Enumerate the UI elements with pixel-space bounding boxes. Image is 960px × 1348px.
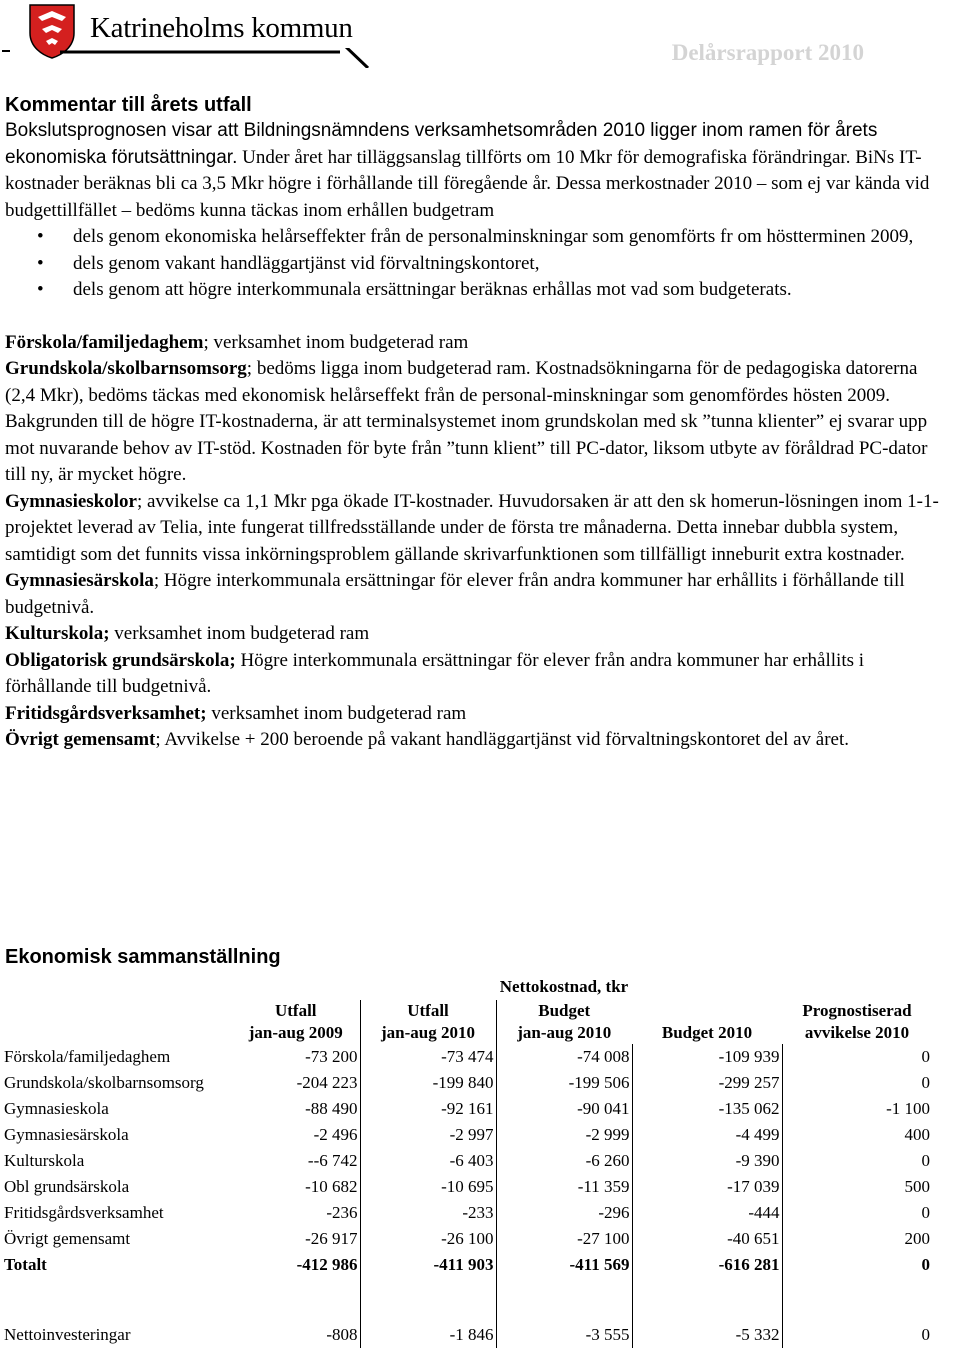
- cell: 0: [921, 1255, 930, 1274]
- cell: -5 332: [632, 1322, 782, 1348]
- cell: -1 846: [360, 1322, 496, 1348]
- summary-heading: Ekonomisk sammanställning: [5, 946, 281, 968]
- area-text: verksamhet inom budgeterad ram: [109, 623, 370, 644]
- cell: -73 474: [360, 1044, 496, 1070]
- area-name: Gymnasiesärskola: [5, 570, 154, 591]
- area-text: ; avvikelse ca 1,1 Mkr pga ökade IT-kostnader. Huvudorsaken är att den sk homerun-lösningen inom 1-1-projektet leverad av Telia, inte fungerat tillfredsställande under de första tre månaderna. Detta innebar dubbla system, samtidigt som det funnits vissa inkörningsproblem gällande skrivarfunktionen som tillfälligt inneburit extra kostnader.: [5, 490, 939, 565]
- table-row: [2, 1148, 932, 1174]
- cell: -17 039: [632, 1174, 782, 1200]
- area-name: Förskola/familjedaghem: [5, 331, 204, 353]
- row-label: Nettoinvesteringar: [4, 1325, 131, 1344]
- table-body: [2, 1044, 932, 1252]
- cell: -6 403: [360, 1148, 496, 1174]
- cell: -616 281: [632, 1252, 782, 1278]
- summary-table: [2, 974, 932, 1348]
- column-header: Utfall jan-aug 2010: [360, 1000, 496, 1044]
- cell: -4 499: [632, 1122, 782, 1148]
- area-text: verksamhet inom budgeterad ram: [206, 702, 467, 724]
- area-name: Grundskola/skolbarnsomsorg: [5, 358, 247, 379]
- cell: -73 200: [232, 1044, 360, 1070]
- table-row: [2, 1174, 932, 1200]
- cell: -3 555: [496, 1322, 632, 1348]
- area-text: ; bedöms ligga inom budgeterad ram. Kostnadsökningarna för de pedagogiska datorerna (2,4 Mkr), bedöms täckas med ekonomisk helårseffekt från de personal-minskningar som genomfördes hösten 2009. Bakgrunden till de högre IT-kostnaderna, är att terminalsystemet inom grundskolan med sk ”tunna klienter” ej svarar upp mot nuvarande behov av IT-stöd. Kostnaden för byte från ”tunn klient” till PC-dator, liksom utbyte av föråldrad PC-dator till ny, är mycket högre.: [5, 358, 928, 485]
- bullet-item: • dels genom ekonomiska helårseffekter från de personalminskningar som genomförts fr om höstterminen 2009,: [5, 224, 940, 251]
- cell: -236: [232, 1200, 360, 1226]
- cell: -808: [232, 1322, 360, 1348]
- cell: --6 742: [232, 1148, 360, 1174]
- table-row: [2, 1122, 932, 1148]
- area-text: ; verksamhet inom budgeterad ram: [203, 331, 469, 353]
- table-row: [2, 1070, 932, 1096]
- bullet-item: • dels genom vakant handläggartjänst vid förvaltningskontoret,: [5, 251, 940, 278]
- cell: -412 986: [232, 1252, 360, 1278]
- row-label: Gymnasieskola: [4, 1099, 109, 1118]
- comment-text: Under året har tilläggsanslag tillförts om 10 Mkr för demografiska förändringar. BiNs IT-kostnader beräknas bli ca 3,5 Mkr högre i förhållande till föregående år. Dessa merkostnader 2010 – som ej var kända vid budgettillfället – bedöms kunna täckas inom erhållen budgetram: [5, 146, 930, 221]
- report-body: [5, 92, 940, 754]
- cell: 0: [921, 1047, 930, 1066]
- cell: -26 100: [360, 1226, 496, 1252]
- cell: -9 390: [632, 1148, 782, 1174]
- row-label: Gymnasiesärskola: [4, 1125, 129, 1144]
- area-paragraph: [5, 568, 940, 621]
- row-label: Totalt: [4, 1255, 47, 1274]
- cell: 0: [921, 1073, 930, 1092]
- area-name: Gymnasieskolor: [5, 490, 137, 512]
- cell: -1 100: [886, 1099, 930, 1118]
- group-header: Nettokostnad, tkr: [499, 977, 629, 996]
- cell: -10 695: [360, 1174, 496, 1200]
- row-label: Övrigt gemensamt: [4, 1229, 131, 1248]
- cell: -6 260: [496, 1148, 632, 1174]
- area-paragraph: [5, 621, 940, 648]
- cell: -411 569: [496, 1252, 632, 1278]
- row-label: Förskola/familjedaghem: [4, 1047, 171, 1066]
- cell: -26 917: [232, 1226, 360, 1252]
- column-header: Prognostiserad avvikelse 2010: [802, 1001, 912, 1042]
- cell: -2 999: [496, 1122, 632, 1148]
- cell: 400: [904, 1125, 930, 1144]
- logo-swoosh: [0, 48, 370, 68]
- cell: -40 651: [632, 1226, 782, 1252]
- row-label: Grundskola/skolbarnsomsorg: [4, 1073, 204, 1092]
- area-text: Högre interkommunala ersättningar för elever från andra kommuner har erhållits i förhållande till budgetnivå.: [5, 649, 865, 697]
- cell: 0: [921, 1325, 930, 1344]
- cell: 0: [921, 1151, 930, 1170]
- org-name: Katrineholms kommun: [90, 12, 353, 44]
- area-text: ; Avvikelse + 200 beroende på vakant handläggartjänst vid förvaltningskontoret del av året.: [155, 729, 850, 750]
- cell: -109 939: [632, 1044, 782, 1070]
- area-name: Övrigt gemensamt: [5, 729, 156, 750]
- area-paragraph: [5, 648, 940, 701]
- cell: -90 041: [496, 1096, 632, 1122]
- table-row: [2, 1226, 932, 1252]
- table-investment-row: [2, 1322, 932, 1348]
- column-header: Utfall jan-aug 2009: [232, 1000, 360, 1044]
- cell: -199 840: [360, 1070, 496, 1096]
- table-group-header-row: [2, 974, 932, 1000]
- table-row: [2, 1096, 932, 1122]
- document-title: Delårsrapport 2010: [671, 40, 864, 65]
- cell: -2 496: [232, 1122, 360, 1148]
- cell: -11 359: [496, 1174, 632, 1200]
- cell: -411 903: [360, 1252, 496, 1278]
- cell: -199 506: [496, 1070, 632, 1096]
- cell: -10 682: [232, 1174, 360, 1200]
- table-row: [2, 1044, 932, 1070]
- column-header: Budget 2010: [661, 1023, 753, 1042]
- cell: -444: [632, 1200, 782, 1226]
- area-name: Kulturskola;: [5, 623, 110, 644]
- cell: -27 100: [496, 1226, 632, 1252]
- area-text: ; Högre interkommunala ersättningar för elever från andra kommuner har erhållits i förhållande till budgetnivå.: [5, 570, 905, 618]
- comment-paragraph: [5, 118, 940, 224]
- cell: -233: [360, 1200, 496, 1226]
- area-paragraph: [5, 489, 940, 569]
- area-name: Obligatorisk grundsärskola;: [5, 649, 236, 671]
- cell: -299 257: [632, 1070, 782, 1096]
- column-header: Budget jan-aug 2010: [517, 1001, 612, 1042]
- row-label: Kulturskola: [4, 1151, 85, 1170]
- cell: -74 008: [496, 1044, 632, 1070]
- comment-intro: Bokslutsprognosen visar att Bildningsnämndens verksamhetsområden 2010 ligger inom ramen för årets ekonomiska förutsättningar.: [5, 120, 878, 168]
- table-total-row: [2, 1252, 932, 1278]
- table-header-row: [2, 1000, 932, 1044]
- page-header: [0, 0, 960, 80]
- cell: 500: [904, 1177, 930, 1196]
- area-paragraph: [5, 727, 940, 754]
- area-name: Fritidsgårdsverksamhet;: [5, 702, 207, 724]
- cell: -92 161: [360, 1096, 496, 1122]
- comment-bullet-list: [5, 224, 940, 304]
- area-paragraph: [5, 701, 940, 728]
- cell: -135 062: [632, 1096, 782, 1122]
- cell: 0: [921, 1203, 930, 1222]
- area-paragraph: [5, 330, 940, 357]
- row-label: Obl grundsärskola: [4, 1177, 130, 1196]
- cell: -296: [496, 1200, 632, 1226]
- area-paragraph: [5, 356, 940, 489]
- comment-heading: Kommentar till årets utfall: [5, 94, 252, 116]
- cell: -2 997: [360, 1122, 496, 1148]
- cell: 200: [904, 1229, 930, 1248]
- cell: -204 223: [232, 1070, 360, 1096]
- bullet-item: • dels genom att högre interkommunala ersättningar beräknas erhållas mot vad som budgeterats.: [5, 277, 940, 304]
- table-row: [2, 1200, 932, 1226]
- cell: -88 490: [232, 1096, 360, 1122]
- row-label: Fritidsgårdsverksamhet: [4, 1203, 164, 1222]
